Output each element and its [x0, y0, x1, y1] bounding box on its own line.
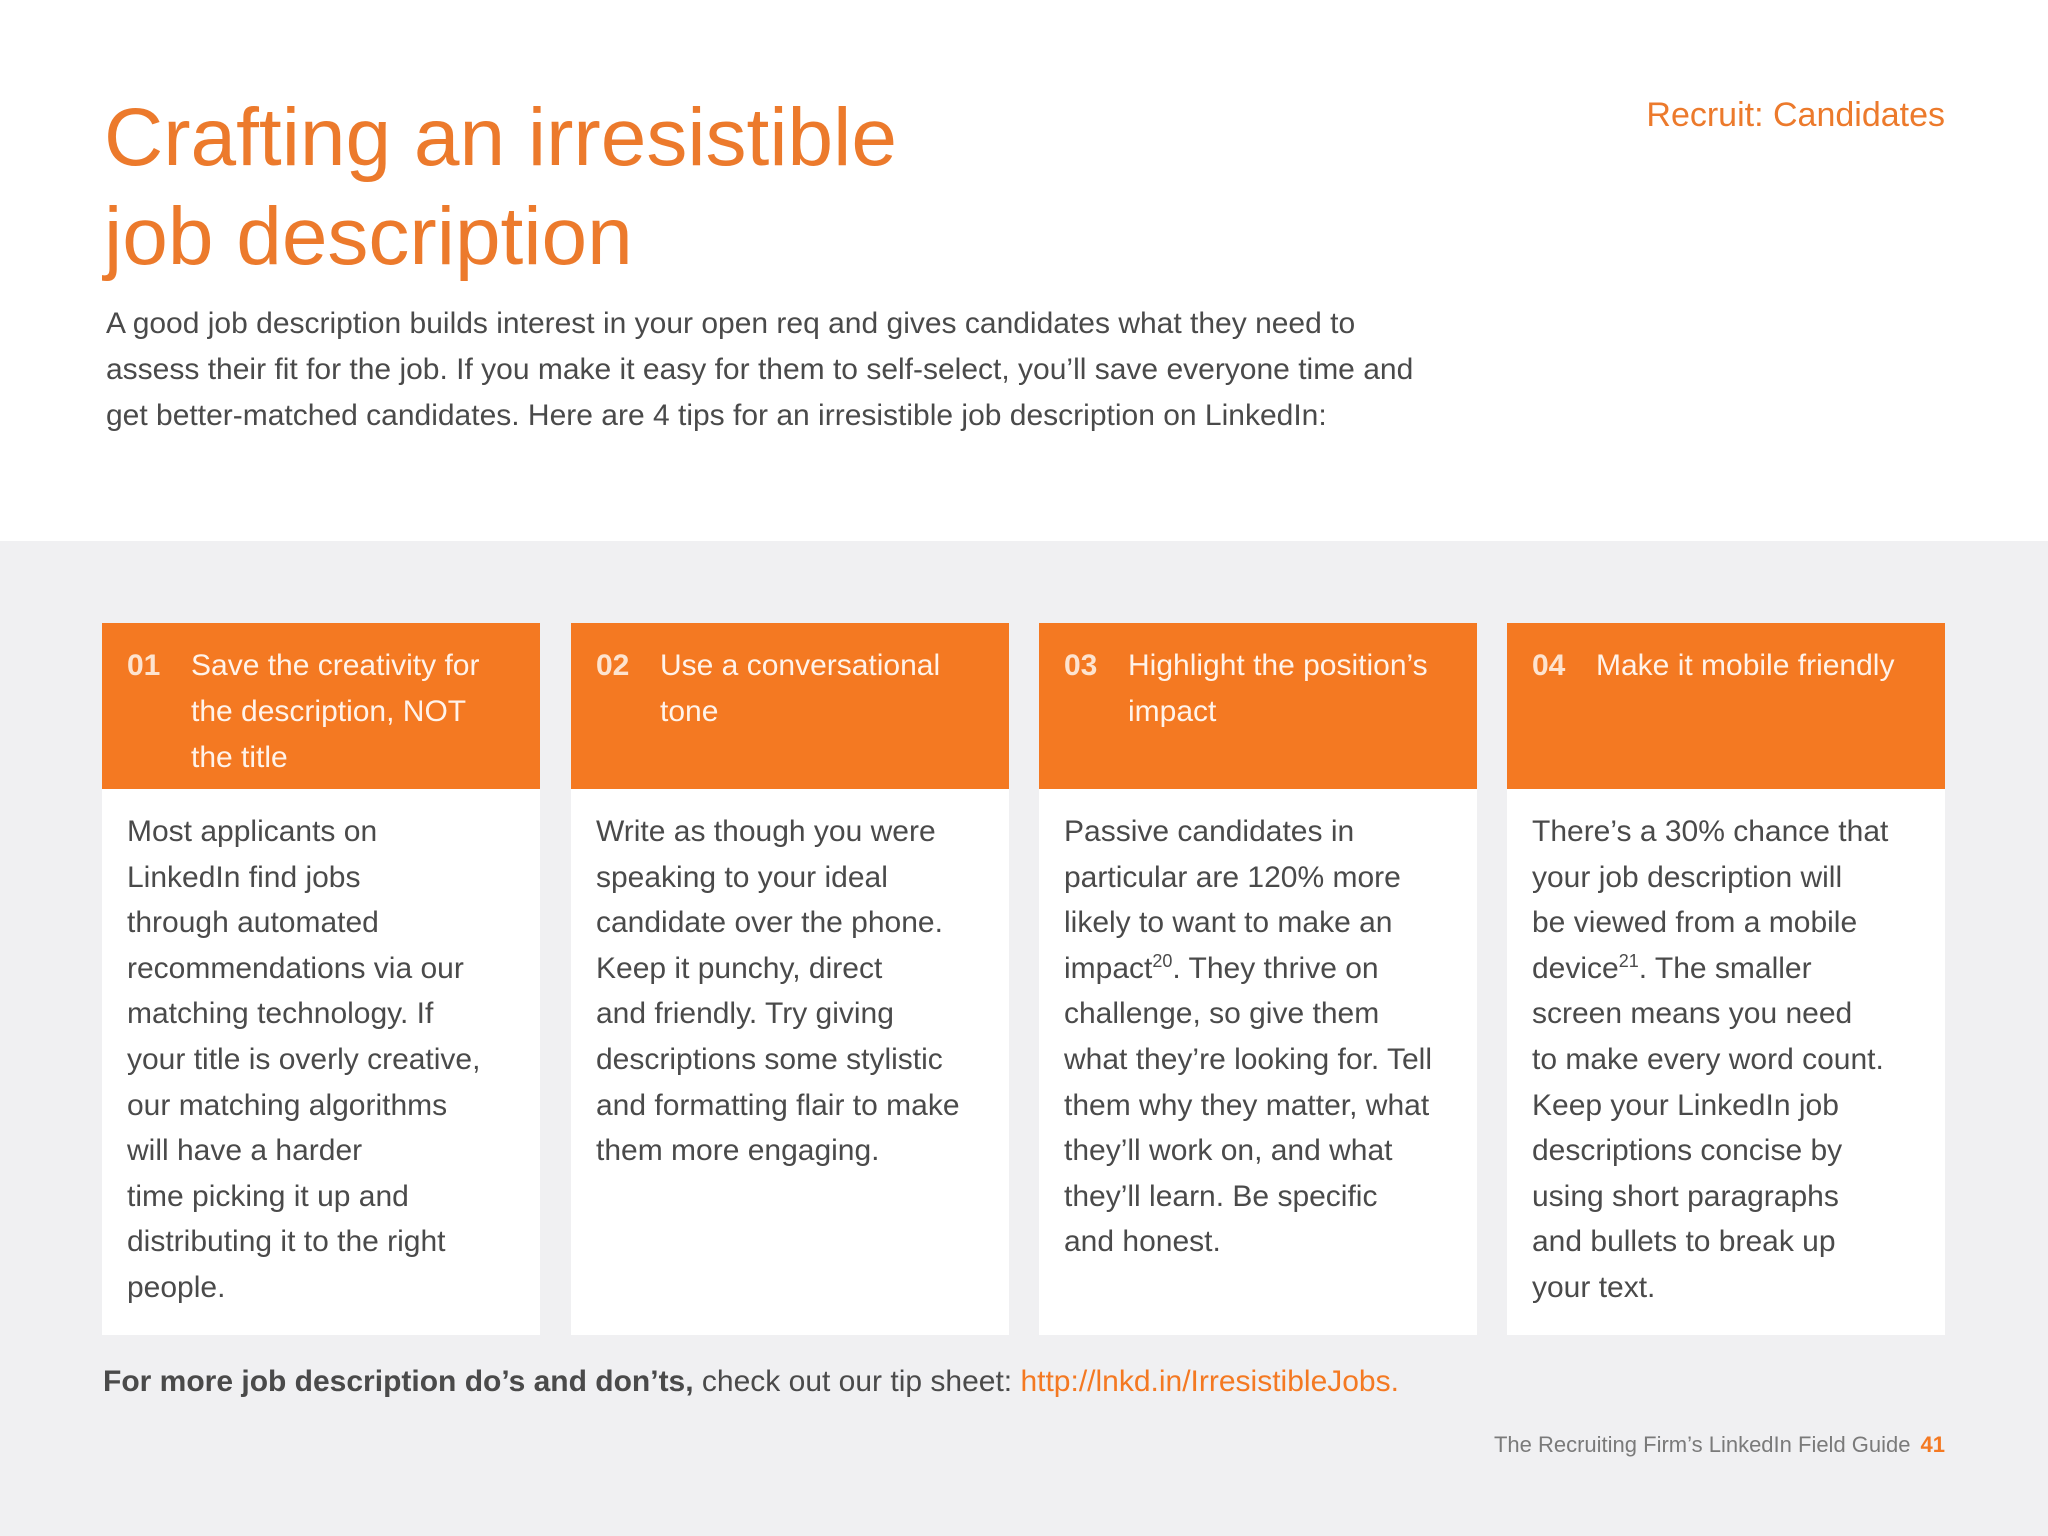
tip-body-line: recommendations via our — [127, 951, 464, 985]
page-title-line: job description — [104, 191, 633, 282]
header-area — [0, 0, 2048, 541]
tip-body — [596, 809, 996, 1174]
tip-heading — [1128, 643, 1468, 735]
tip-body-line: and honest. — [1064, 1225, 1221, 1259]
tip-card-header — [1507, 623, 1945, 789]
footnote-text-after: . They thrive on — [1172, 951, 1379, 985]
tip-card-header — [1039, 623, 1477, 789]
tip-body-line: screen means you need — [1532, 997, 1853, 1031]
tip-body-line: through automated — [127, 906, 379, 940]
tip-body-line: will have a harder — [127, 1134, 363, 1168]
tip-heading-line: tone — [660, 695, 719, 728]
page-footer — [1494, 1430, 1945, 1460]
tip-body-line: them more engaging. — [596, 1134, 880, 1168]
tip-body-line: Passive candidates in — [1064, 815, 1355, 848]
intro-paragraph — [106, 301, 1506, 439]
tip-body-line: descriptions some stylistic — [596, 1042, 943, 1076]
tip-body — [1532, 809, 1932, 1311]
tip-body-line: Write as though you were — [596, 815, 936, 848]
tip-body-line: and friendly. Try giving — [596, 997, 894, 1031]
tip-body-line: using short paragraphs — [1532, 1179, 1839, 1213]
tip-body-line: our matching algorithms — [127, 1088, 448, 1122]
tip-body-line: and bullets to break up — [1532, 1225, 1836, 1259]
tip-body-line: Most applicants on — [127, 815, 378, 848]
tip-heading-line: Use a conversational — [660, 649, 941, 682]
tip-heading-line: the title — [191, 741, 288, 774]
tip-card-header — [571, 623, 1009, 789]
tip-card-04 — [1507, 623, 1945, 1335]
tip-body-line: matching technology. If — [127, 997, 434, 1031]
guide-title: The Recruiting Firm’s LinkedIn Field Guide — [1493, 1432, 1911, 1457]
tip-body-line: challenge, so give them — [1064, 997, 1380, 1031]
tip-body-line: people. — [127, 1270, 226, 1304]
tip-body-line: There’s a 30% chance that — [1532, 815, 1889, 848]
tip-body-line: your text. — [1532, 1270, 1656, 1304]
tip-heading — [1596, 643, 1936, 689]
more-info-text: check out our tip sheet: — [693, 1365, 1021, 1398]
tip-number: 04 — [1532, 649, 1566, 682]
tip-heading-line: Make it mobile friendly — [1596, 649, 1895, 682]
page-number: 41 — [1920, 1432, 1945, 1457]
footnote-text-before: impact — [1064, 951, 1153, 985]
tip-body-line: them why they matter, what — [1064, 1088, 1430, 1122]
tip-body-line: speaking to your ideal — [596, 860, 888, 894]
tip-body-line-footnote — [1532, 946, 1932, 992]
tip-body-line: Keep your LinkedIn job — [1532, 1088, 1839, 1122]
footnote-text-after: . The smaller — [1638, 951, 1812, 985]
page-title-line: Crafting an irresistible — [104, 92, 897, 183]
tip-body-line: and formatting flair to make — [596, 1088, 960, 1122]
tip-card-02 — [571, 623, 1009, 1335]
intro-line: A good job description builds interest in your open req and gives candidates what they need to — [106, 307, 1356, 340]
tip-number: 02 — [596, 649, 630, 682]
tip-body-line: they’ll learn. Be specific — [1064, 1179, 1378, 1213]
tip-card-03 — [1039, 623, 1477, 1335]
tip-body — [1064, 809, 1464, 1265]
tip-body-line: what they’re looking for. Tell — [1064, 1042, 1432, 1076]
tip-sheet-link[interactable]: http://lnkd.in/IrresistibleJobs. — [1020, 1365, 1399, 1398]
tip-body-line: to make every word count. — [1532, 1042, 1884, 1076]
tip-body-line: your title is overly creative, — [127, 1042, 481, 1076]
tip-body-line: be viewed from a mobile — [1532, 906, 1858, 940]
tip-number: 01 — [127, 649, 161, 682]
section-label: Recruit: Candidates — [1646, 96, 1945, 134]
intro-line: get better-matched candidates. Here are 4 tips for an irresistible job description on LinkedIn: — [106, 399, 1327, 432]
more-info-line — [103, 1362, 1399, 1402]
tip-body-line: particular are 120% more — [1064, 860, 1401, 894]
tip-body-line: candidate over the phone. — [596, 906, 943, 940]
tip-body-line: time picking it up and — [127, 1179, 409, 1213]
tip-heading-line: impact — [1128, 695, 1217, 728]
tip-heading — [191, 643, 531, 781]
tip-heading-line: Save the creativity for — [191, 649, 480, 682]
tip-body-line: distributing it to the right — [127, 1225, 446, 1259]
tip-heading-line: the description, NOT — [191, 695, 467, 728]
intro-line: assess their fit for the job. If you make it easy for them to self-select, you’ll save everyone time and — [106, 353, 1414, 386]
tip-body-line-footnote — [1064, 946, 1464, 992]
tip-card-01 — [102, 623, 540, 1335]
tip-body-line: they’ll work on, and what — [1064, 1134, 1393, 1168]
footnote-text-before: device — [1532, 951, 1619, 985]
tip-body-line: your job description will — [1532, 860, 1843, 894]
tip-body — [127, 809, 527, 1311]
footnote-reference: 21 — [1618, 950, 1639, 971]
footnote-reference: 20 — [1152, 950, 1173, 971]
tip-body-line: descriptions concise by — [1532, 1134, 1843, 1168]
page-title — [104, 88, 1204, 286]
tip-number: 03 — [1064, 649, 1098, 682]
tip-heading — [660, 643, 1000, 735]
tip-body-line: LinkedIn find jobs — [127, 860, 361, 894]
tip-card-header — [102, 623, 540, 789]
tip-heading-line: Highlight the position’s — [1128, 649, 1428, 682]
tip-body-line: Keep it punchy, direct — [596, 951, 883, 985]
tip-body-line: likely to want to make an — [1064, 906, 1393, 940]
more-info-lead: For more job description do’s and don’ts, — [103, 1365, 694, 1398]
